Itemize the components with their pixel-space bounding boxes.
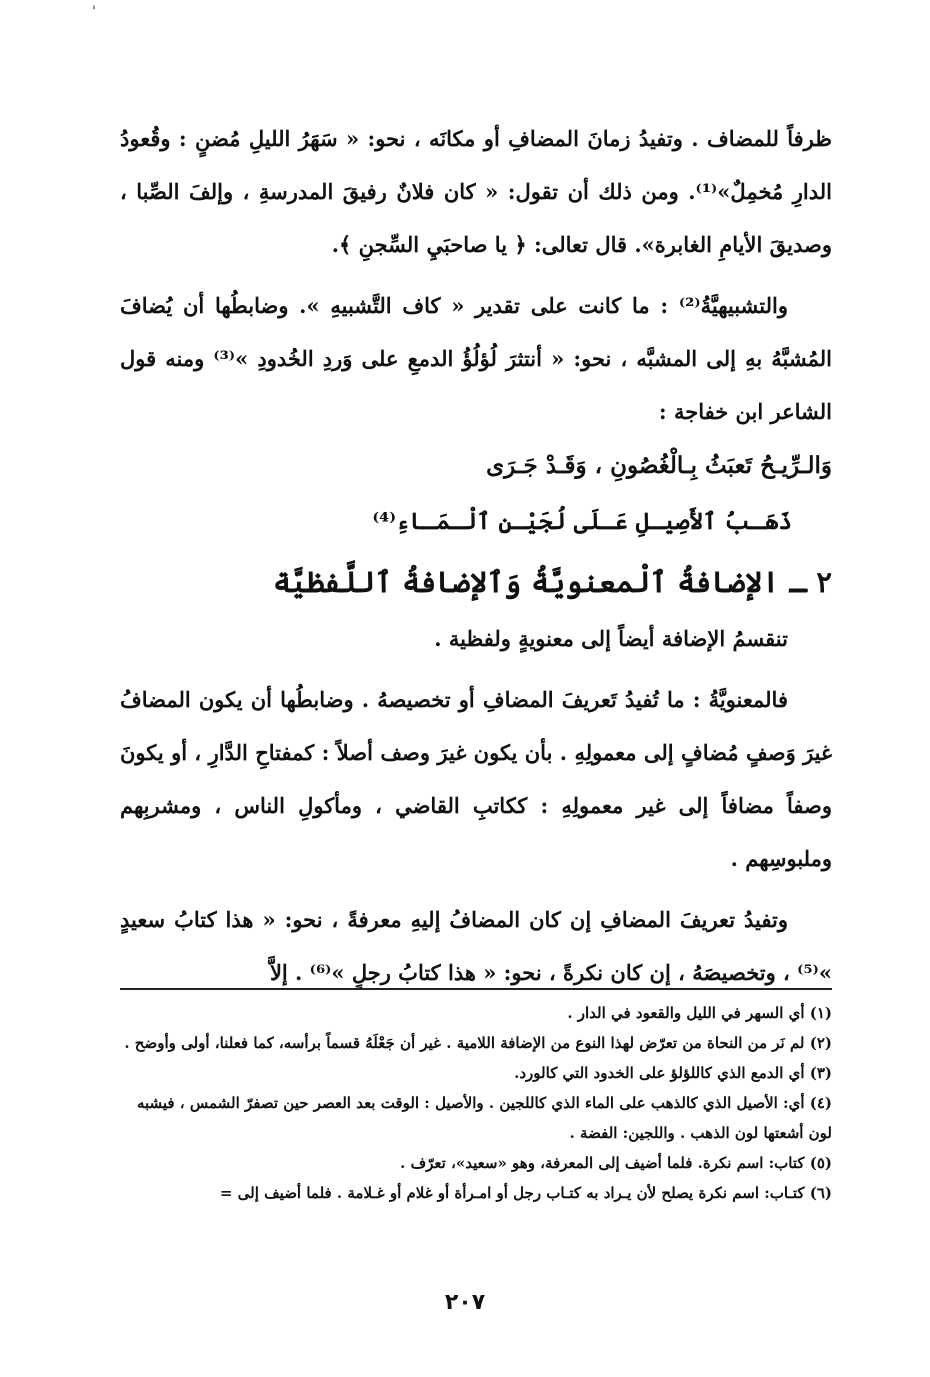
footnote-divider — [120, 988, 832, 990]
footnote-1: (١) أي السهر في الليل والقعود في الدار . — [567, 1004, 832, 1022]
verse-line-2: ذَهَـبُ ٱلأَصِيـلِ عَـلَى لُجَيْـنِ ٱلْـمَـاءِ⁽⁴⁾ — [372, 508, 792, 535]
footnote-2: (٢) لم نَر من النحاة من تعرّض لهذا النوع من الإضافة اللامية . غير أن جَعْلَهُ قسماً برأسه، كما فعلنا، أولى وأوضح . — [124, 1034, 832, 1052]
footnotes — [120, 998, 832, 1208]
paragraph-tashbihiyya: والتشبيهيَّةُ⁽²⁾ : ما كانت على تقدير « كاف التَّشبيهِ ». وضابطُها أن يُضافَ المُشبَّهُ بهِ إلى المشبَّه ، نحو: « أنتثرَ لُؤلُؤُ الدمعِ على وَردِ الخُدودِ »⁽³⁾ ومنه قول الشاعر ابن خفاجة : — [120, 293, 832, 424]
footnote-3: (٣) أي الدمع الذي كاللؤلؤ على الخدود التي كالورد. — [514, 1064, 832, 1082]
section-heading: ٢ ـ الإضافةُ ٱلْمعنويَّةُ وَٱلإضافةُ ٱللَّفظيَّة — [273, 565, 832, 599]
footnote-4: (٤) أي: الأصيل الذي كالذهب على الماء الذي كاللجين . والأصيل : الوقت بعد العصر حين تصفرّ الشمس ، فيشبه لون أشعتها لون الذهب . واللجين: الفضة . — [136, 1094, 832, 1142]
footnote-5: (٥) كتاب: اسم نكرة. فلما أضيف إلى المعرفة، وهو «سعيد»، تعرّف . — [400, 1154, 832, 1172]
paragraph-division: تنقسمُ الإضافة أيضاً إلى معنويةٍ ولفظية . — [434, 626, 788, 651]
corner-mark: ' — [92, 4, 96, 20]
footnote-6: (٦) كتـاب: اسم نكرة يصلح لأن يـراد به كتـاب رجل أو امـرأة أو غلام أو غـلامة . فلما أضيف إلى = — [219, 1184, 832, 1202]
paragraph-tarif: وتفيدُ تعريفَ المضافِ إن كان المضافُ إليهِ معرفةً ، نحو: « هذا كتابُ سعيدٍ »⁽⁵⁾ ، وتخصيصَهُ ، إن كان نكرةً ، نحو: « هذا كتابُ رجلٍ »⁽⁶⁾ . إلاَّ — [120, 907, 832, 985]
main-text — [120, 112, 832, 999]
paragraph-zarfiyya: ظرفاً للمضاف . وتفيدُ زمانَ المضافِ أو مكانَه ، نحو: « سَهَرُ الليلِ مُضنٍ : وقُعودُ الدارِ مُخمِلٌ»⁽¹⁾. ومن ذلك أن تقول: « كان فلانٌ رفيقَ المدرسةِ ، وإلفَ الصِّبا ، وصديقَ الأيامِ الغابرة». قال تعالى: ﴿ يا صاحبَيِ السِّجنِ ﴾. — [120, 126, 833, 257]
verse-line-1: وَالـرِّيـحُ تَعبَثُ بِـالْغُصُونِ ، وَقَـدْ جَـرَى — [486, 452, 832, 479]
paragraph-maanawiyya: فالمعنويَّةُ : ما تُفيدُ تَعريفَ المضافِ أو تخصيصهُ . وضابطُها أن يكون المضافُ غيرَ وَصفٍ مُضافٍ إلى معمولِهِ . بأن يكون غيرَ وصف أصلاً : كمفتاحِ الدَّارِ ، أو يكونَ وصفاً مضافاً إلى غير معمولِهِ : ككاتبِ القاضي ، ومأكولِ الناس ، ومشربِهم وملبوسِهم . — [120, 687, 832, 871]
page-number: ٢٠٧ — [444, 1290, 486, 1315]
